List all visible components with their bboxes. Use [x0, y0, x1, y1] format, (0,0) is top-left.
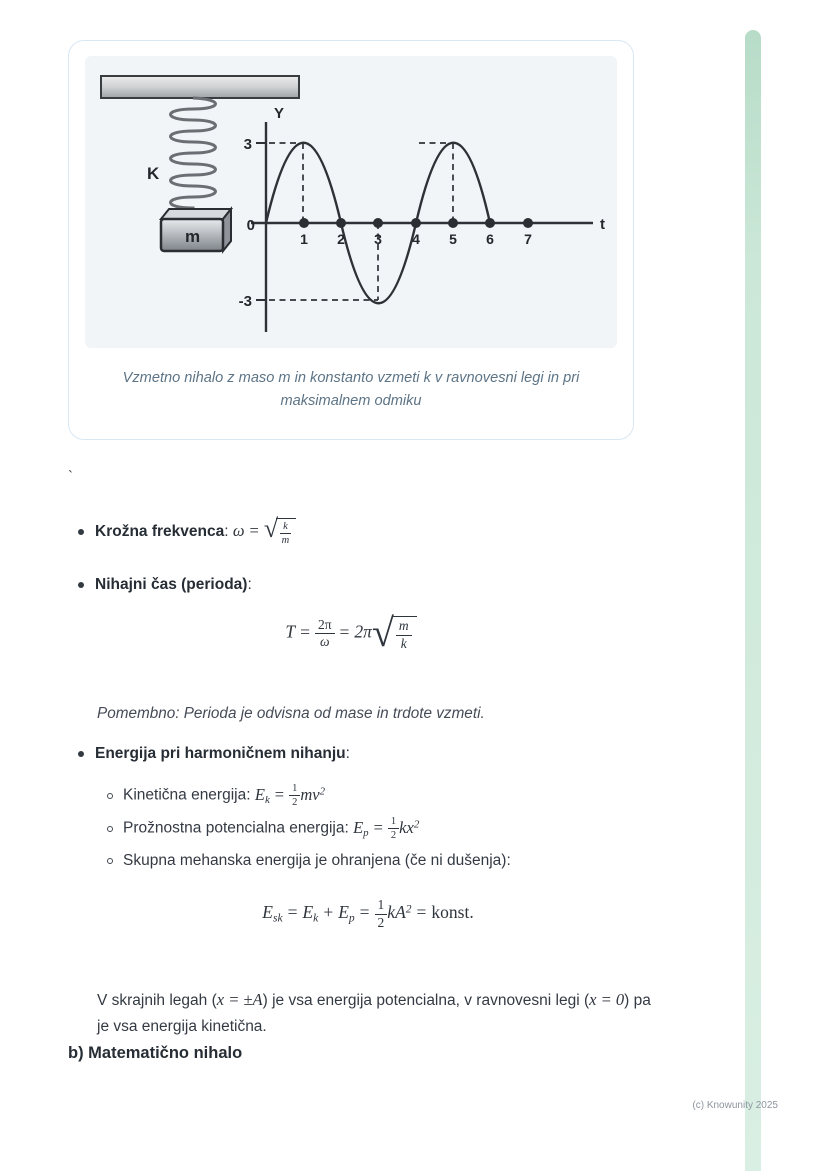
closing-text: ) je vsa energija potencialna, v ravnovesni legi ( — [262, 991, 590, 1009]
fraction-2pi-omega — [315, 618, 335, 650]
scrollbar[interactable] — [745, 30, 761, 1171]
mv-term: mv — [300, 784, 320, 804]
subbullet-intro: Prožnostna potencialna energija: — [123, 819, 354, 837]
subbullet-text — [123, 816, 419, 842]
amp-bottom-label: -3 — [238, 293, 252, 310]
figure-stage — [85, 56, 617, 348]
E-symbol: E — [262, 902, 273, 923]
E-symbol: E — [353, 817, 364, 837]
subscript: k — [264, 793, 270, 806]
subscript: sk — [272, 912, 283, 925]
sqrt-body — [392, 616, 417, 651]
coefficient-2pi: 2π — [354, 621, 372, 642]
omega-formula — [232, 514, 296, 547]
fraction-k-m — [280, 521, 291, 547]
equals-sign: = — [287, 902, 298, 923]
fraction-denominator: 2 — [377, 914, 385, 930]
t-tick-2: 2 — [337, 231, 345, 247]
fraction-denominator: 2 — [390, 830, 397, 842]
equals-sign: = — [339, 621, 350, 642]
sqrt-sign: √ — [263, 514, 279, 543]
bullet-text — [95, 514, 296, 547]
bullet-label: Krožna frekvenca — [95, 523, 225, 541]
subbullet-text: Skupna mehanska energija je ohranjena (če ni dušenja): — [123, 852, 511, 869]
bullet-text — [95, 745, 350, 763]
axis-dot — [448, 218, 458, 228]
spring-coil — [171, 98, 216, 216]
fraction-numerator: 2π — [315, 618, 335, 635]
formula-energy — [68, 898, 668, 930]
fraction-denominator: 2 — [292, 797, 298, 809]
bullet-separator: : — [345, 745, 350, 762]
bullet-label: Energija pri harmoničnem nihanju — [95, 745, 346, 762]
superscript: 2 — [413, 818, 420, 831]
equals-sign: = — [249, 521, 259, 541]
closing-text: V skrajnih legah ( — [97, 991, 217, 1009]
fraction-1-2 — [388, 816, 399, 842]
axis-dot — [523, 218, 533, 228]
equals-sign: = — [300, 621, 310, 642]
closing-math-x0: x = 0 — [589, 989, 625, 1009]
axis-dot — [299, 218, 309, 228]
closing-text: ) pa je vsa energija kinetična. — [97, 991, 651, 1036]
t-tick-6: 6 — [486, 231, 494, 247]
sqrt-sign: √ — [371, 610, 394, 655]
subbullet-kineticna — [107, 783, 325, 809]
bullet-energija — [78, 745, 350, 763]
plus-sign: + — [323, 902, 334, 923]
fraction-numerator: 1 — [388, 816, 399, 829]
closing-math-xA: x = ±A — [216, 989, 263, 1009]
E-symbol: E — [302, 902, 314, 923]
closing-paragraph — [97, 986, 653, 1041]
y-axis-label: Y — [274, 105, 285, 122]
omega-symbol: ω — [232, 521, 245, 541]
bullet-label: Nihajni čas (perioda) — [95, 576, 248, 593]
equals-sign: = — [416, 902, 427, 923]
subbullet-marker — [107, 826, 113, 832]
stray-backtick: ` — [68, 468, 73, 485]
bullet-nihajni-cas — [78, 576, 252, 594]
amp-top-label: 3 — [243, 136, 252, 153]
equals-sign: = — [373, 817, 383, 837]
bullet-text — [95, 576, 252, 594]
sqrt-expression — [263, 514, 296, 547]
subscript: k — [313, 912, 319, 925]
mass-label: m — [185, 227, 201, 246]
fraction-1-2 — [289, 783, 300, 809]
t-tick-7: 7 — [524, 231, 532, 247]
figure-caption: Vzmetno nihalo z maso m in konstanto vzmeti k v ravnovesni legi in pri maksimalnem odmiku — [122, 370, 580, 409]
superscript: 2 — [405, 903, 412, 916]
subbullet-skupna — [107, 852, 511, 870]
fraction-denominator: k — [400, 635, 407, 651]
subbullet-intro: Kinetična energija: — [123, 786, 255, 804]
subscript: p — [348, 912, 355, 925]
formula-period — [68, 610, 634, 655]
bullet-marker — [78, 529, 84, 535]
heading-matematicno-nihalo: b) Matematično nihalo — [68, 1044, 243, 1062]
fraction-m-k — [396, 619, 412, 651]
axis-dot — [373, 218, 383, 228]
bullet-marker — [78, 751, 84, 757]
axis-dot — [336, 218, 346, 228]
ceiling-bar — [101, 76, 299, 98]
t-tick-1: 1 — [300, 231, 308, 247]
kx-term: kx — [399, 817, 414, 837]
copyright-notice: (c) Knowunity 2025 — [692, 1100, 778, 1111]
bullet-separator: : — [247, 576, 252, 593]
spring-constant-label: K — [147, 164, 160, 183]
figure-card — [68, 40, 634, 440]
axis-dot — [485, 218, 495, 228]
subscript: p — [363, 826, 369, 839]
subbullet-proznostna — [107, 816, 419, 842]
superscript: 2 — [319, 785, 326, 798]
fraction-numerator: k — [280, 521, 291, 534]
mass-block-top — [161, 209, 231, 219]
fraction-1-2 — [375, 898, 388, 930]
bullet-krozna-frekvenca — [78, 514, 296, 547]
origin-label: 0 — [246, 217, 255, 234]
T-symbol: T — [285, 621, 296, 642]
konst-label: konst. — [431, 902, 474, 923]
equals-sign: = — [274, 784, 285, 804]
kA-term: kA — [387, 902, 406, 923]
subbullet-marker — [107, 793, 113, 799]
equals-sign: = — [359, 902, 370, 923]
t-axis-label: t — [600, 216, 605, 233]
sqrt-expression — [371, 610, 417, 655]
ek-formula — [254, 783, 326, 809]
fraction-numerator: 1 — [375, 898, 388, 915]
fraction-numerator: 1 — [289, 783, 300, 796]
spring-pendulum-figure — [85, 56, 617, 348]
ep-formula — [353, 816, 420, 842]
E-symbol: E — [338, 902, 349, 923]
sqrt-body — [276, 518, 296, 547]
fraction-denominator: ω — [319, 634, 330, 650]
t-tick-4: 4 — [412, 231, 420, 247]
axis-dot — [411, 218, 421, 228]
bullet-separator: : — [224, 523, 233, 541]
note-pomembno: Pomembno: Perioda je odvisna od mase in trdote vzmeti. — [97, 705, 485, 722]
fraction-denominator: m — [281, 535, 290, 547]
t-tick-3: 3 — [374, 231, 382, 247]
subbullet-text — [123, 783, 325, 809]
fraction-numerator: m — [396, 619, 412, 636]
t-tick-5: 5 — [449, 231, 457, 247]
bullet-marker — [78, 582, 84, 588]
subbullet-marker — [107, 858, 113, 864]
E-symbol: E — [254, 784, 265, 804]
